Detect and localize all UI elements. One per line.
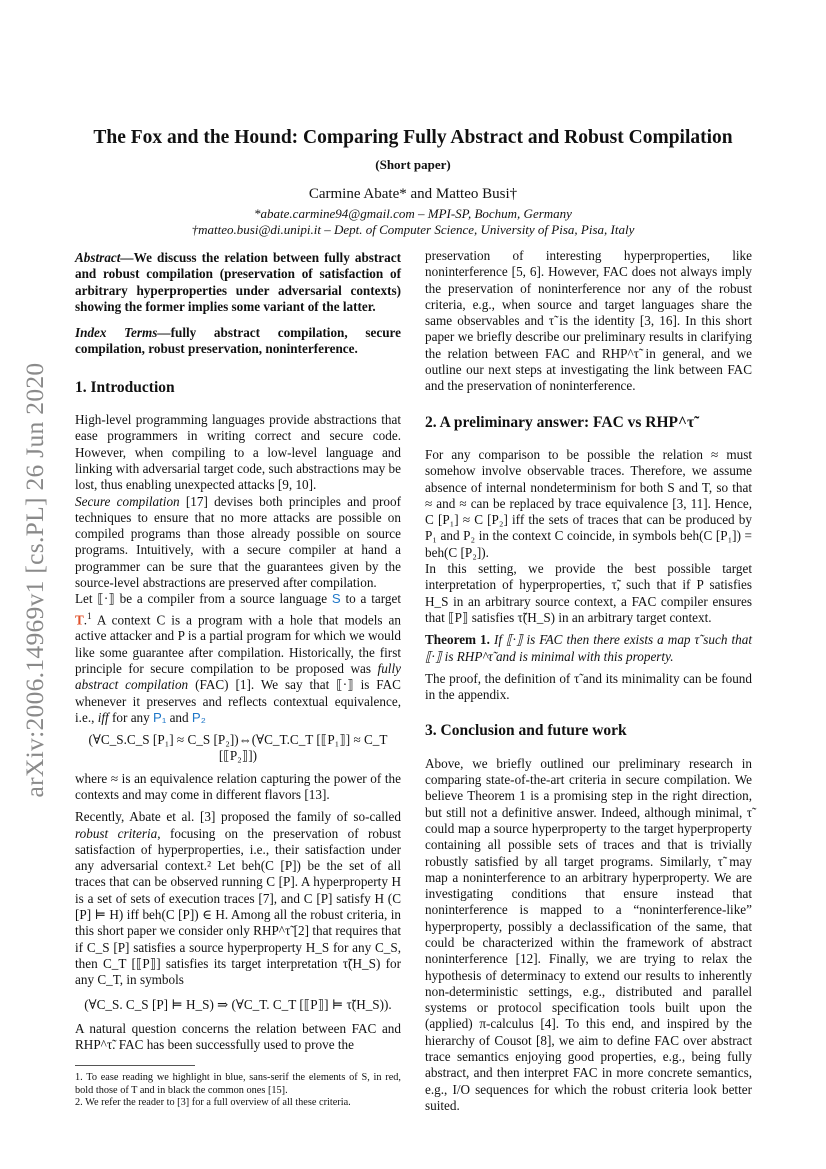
sec1-p3-e: for any: [108, 709, 154, 725]
footnote-1: 1. To ease reading we highlight in blue, sans-serif the elements of S, in red, bold those of T and in black the common ones [15].: [75, 1072, 401, 1096]
abstract: [75, 250, 401, 315]
index-terms-label: Index Terms—: [75, 325, 171, 341]
affiliation-1: *abate.carmine94@gmail.com – MPI-SP, Bochum, Germany: [254, 206, 572, 221]
sec1-p5-b: , focusing on the preservation of robust satisfaction of hyperproperties, i.e., their satisfaction under any adversarial context.² Let beh(C [P]) be the set of all traces that can be observed running C [P]. A hyperproperty H is a set of sets of execution traces [7], and C [P] satisfy H (C [P] ⊨ H) iff beh(C [P]) ∈ H. Among all the robust criteria, in this short paper we consider only RHP^τ̃ [2] that requires that if C_S [P] satisfies a source hyperproperty H_S for any C_S, then C_T [⟦P⟧] satisfies its target interpretation τ̃(H_S) for any C_T, in symbols: [75, 825, 401, 988]
source-symbol: S: [331, 591, 341, 607]
sec1-paragraph-3: Let ⟦·⟧ be a compiler from a source language S to a target T.$^1$ A context C is a program with a hole that models an active attacker and P is a partial program for which we would like some guarantee after compilation. Historically, the first principle for secure compilation to be proposed was fully abstract compilation (FAC) [1]. We say that ⟦·⟧ is FAC whenever it preserves and reflects contextual equivalence, i.e., iff for any P₁ and P₂: [75, 591, 401, 725]
paper-subtitle: (Short paper): [375, 157, 451, 172]
sec1-paragraph-5: [75, 809, 401, 988]
index-terms: [75, 325, 401, 358]
sec1-p3-a: Let ⟦·⟧ be a compiler from a source language: [75, 591, 332, 607]
secure-compilation-term: Secure compilation: [75, 493, 180, 509]
p1-symbol: P₁: [153, 709, 167, 725]
and-word: and: [166, 709, 192, 725]
arxiv-id: arXiv:2006.14969v1 [cs.PL] 26 Jun 2020: [20, 362, 49, 798]
iff-term: iff: [97, 709, 109, 725]
equation-fac: (∀C_S.C_S [P₁] ≈ C_S [P₂])⇔(∀C_T.C_T [⟦P₁⟧] ≈ C_T [⟦P₂⟧]): [88, 732, 388, 764]
arxiv-sidebar-stamp: [17, 340, 53, 820]
right-column: [425, 248, 752, 1114]
paper-title: The Fox and the Hound: Comparing Fully Abstract and Robust Compilation: [93, 127, 733, 148]
section-1-heading: 1. Introduction: [75, 378, 175, 396]
robust-criteria-term: robust criteria: [75, 825, 158, 841]
theorem-1: [425, 632, 752, 665]
sec1-p3-d: (FAC) [1]. We say that ⟦·⟧ is FAC whenever it preserves and reflects contextual equivalence, i.e.,: [75, 677, 401, 725]
section-2-heading: 2. A preliminary answer: FAC vs RHP^τ̃: [425, 413, 695, 431]
sec1-paragraph-2: [75, 494, 401, 592]
abstract-text: We discuss the relation between fully abstract and robust compilation (preservation of satisfaction of arbitrary hyperproperties under adversarial contexts) showing the former implies some variant of the latter.: [75, 250, 401, 314]
sec1-p2-text: [17] devises both principles and proof techniques to ensure that no more attacks are possible on compiled programs than those already possible on source programs. Intuitively, with a secure compiler at hand a programmer can be sure that the guarantees given by the source-level abstractions are preserved after compilation.: [75, 493, 401, 591]
sec2-paragraph-3: The proof, the definition of τ̃ and its minimality can be found in the appendix.: [425, 670, 752, 703]
sec2-paragraph-2: In this setting, we provide the best possible target interpretation of hyperproperties, τ̃, such that if P satisfies H_S in an arbitrary source context, a FAC compiler ensures that ⟦P⟧ satisfies τ̃(H_S) in an arbitrary target context.: [425, 561, 752, 625]
theorem-text: If ⟦·⟧ is FAC then there exists a map τ̃ such that ⟦·⟧ is RHP^τ̃ and is minimal with this property.: [425, 632, 752, 664]
target-symbol: T: [75, 612, 84, 628]
abstract-label: Abstract—: [75, 250, 134, 265]
equation-rhp: (∀C_S. C_S [P] ⊨ H_S) ⇒ (∀C_T. C_T [⟦P⟧] ⊨ τ̃(H_S)).: [84, 996, 392, 1012]
fac-term: fully abstract compilation: [75, 660, 401, 693]
footnote-rule: [75, 1065, 195, 1066]
sec2-paragraph-1: For any comparison to be possible the relation ≈ must somehow involve observable traces. Therefore, we assume absence of internal nondeterminism for both S and T, so that ≈ and ≈ can be replaced by trace equivalence [3, 11]. Hence, C [P₁] ≈ C [P₂] iff the sets of traces that can be produced by P₁ and P₂ in the context C coincide, in symbols beh(C [P₁]) = beh(C [P₂]).: [425, 446, 752, 560]
section-3-heading: 3. Conclusion and future work: [425, 722, 627, 740]
sec1-p3-b: to a target: [340, 591, 401, 607]
right-paragraph-1: preservation of interesting hyperproperties, like noninterference [5, 6]. However, FAC does not always imply the preservation of noninterference nor any of the robust criteria, e.g., when source and target languages share the same observables and τ̃ is the identity [3, 16]. In this short paper we briefly describe our preliminary results in clarifying the relation between FAC and RHP^τ̃ in general, and we outline our next steps at investigating the link between FAC and the preservation of noninterference.: [425, 248, 752, 394]
footnote-2: 2. We refer the reader to [3] for a full overview of all these criteria.: [75, 1097, 351, 1109]
sec1-paragraph-1: High-level programming languages provide abstractions that ease programmers in writing correct and secure code. However, when compiling to a low-level language and linking with adversarial target code, such abstractions may be lost, thus enabling unexpected attacks [9, 10].: [75, 412, 401, 493]
sec1-p3-c: A context C is a program with a hole that models an active attacker and P is a partial program for which we would like some guarantee after compilation. Historically, the first principle for secure compilation to be proposed was: [75, 612, 401, 676]
sec1-paragraph-4: where ≈ is an equivalence relation capturing the power of the contexts and may come in different flavors [13].: [75, 770, 401, 802]
theorem-label: Theorem 1.: [425, 632, 490, 648]
affiliation-2: †matteo.busi@di.unipi.it – Dept. of Computer Science, University of Pisa, Pisa, Italy: [191, 222, 635, 237]
p2-symbol: P₂: [191, 709, 206, 725]
sec1-paragraph-6: A natural question concerns the relation between FAC and RHP^τ̃. FAC has been successfully used to prove the: [75, 1020, 401, 1053]
index-terms-text: fully abstract compilation, secure compilation, robust preservation, noninterference.: [75, 325, 401, 357]
sec3-paragraph-1: Above, we briefly outlined our preliminary research in comparing state-of-the-art criteria in secure compilation. We believe Theorem 1 is a promising step in the right direction, but still not a definitive answer. Indeed, although minimal, τ̃ could map a source hyperproperty to the target hyperproperty containing all possible sets of traces and that is trivially robustly satisfied by all target programs. Similarly, τ̃ may map a noninterference to an arbitrary hyperproperty. We are investigating conditions that ensure instead that noninterference is mapped to a “noninterference-like” hyperproperty, possibly a declassification of the same, that could be characterized within the framework of abstract noninterference [12]. Finally, we are trying to relax the hypothesis of determinacy to extend our results to inherently non-deterministic settings, e.g., distributed and parallel systems or protocol specification tools built upon the (applied) π-calculus [4]. To this end, and inspired by the hierarchy of Cousot [8], we aim to define FAC over abstract trace semantics enjoying good properties, e.g., being fully abstract, and then interpret FAC in more concrete semantics, e.g., I/O sequences for which the robust criteria look better suited.: [425, 755, 752, 1113]
left-column: [75, 250, 401, 1110]
sec1-p5-a: Recently, Abate et al. [3] proposed the family of so-called: [75, 809, 401, 825]
authors: Carmine Abate* and Matteo Busi†: [308, 186, 518, 202]
